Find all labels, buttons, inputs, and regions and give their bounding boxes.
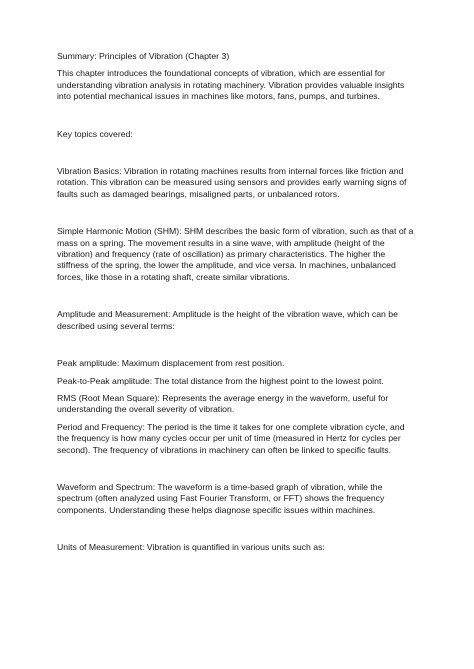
vibration-basics-paragraph: Vibration Basics: Vibration in rotating machines results from internal forces like friction and rotation. This vibration can be measured using sensors and provides early warning signs of faults such as damaged bearings, misaligned parts, or unbalanced rotors. (57, 166, 407, 199)
key-topics-heading: Key topics covered: (57, 128, 133, 139)
shm-paragraph: Simple Harmonic Motion (SHM): SHM describes the basic form of vibration, such as that of a mass on a spring. The movement results in a sine wave, with amplitude (height of the vibration) and frequency (rate of oscillation) as primary characteristics. The higher the stiffness of the spring, the lower the amplitude, and vice versa. In machines, unbalanced forces, like those in a rotating shaft, create similar vibrations. (57, 226, 414, 282)
rms-item: RMS (Root Mean Square): Represents the average energy in the waveform, useful for understanding the overall severity of vibration. (57, 392, 389, 415)
amplitude-paragraph: Amplitude and Measurement: Amplitude is the height of the vibration wave, which can be described using several terms: (57, 309, 398, 331)
intro-paragraph: This chapter introduces the foundational concepts of vibration, which are essential for understanding vibration analysis in rotating machinery. Vibration provides valuable insights into potential mechanical issues in machines like motors, fans, pumps, and turbines. (57, 68, 405, 102)
period-frequency-paragraph: Period and Frequency: The period is the time it takes for one complete vibration cycle, and the frequency is how many cycles occur per unit of time (measured in Hertz for cycles per second). The frequency of vibrations in machinery can often be linked to specific faults. (57, 421, 405, 455)
peak-to-peak-item: Peak-to-Peak amplitude: The total distance from the highest point to the lowest point. (57, 375, 384, 386)
document-body (57, 51, 419, 554)
document-title: Summary: Principles of Vibration (Chapter 3) (57, 51, 230, 61)
units-paragraph: Units of Measurement: Vibration is quantified in various units such as: (57, 542, 325, 553)
peak-amplitude-item: Peak amplitude: Maximum displacement from rest position. (57, 358, 285, 369)
waveform-spectrum-paragraph: Waveform and Spectrum: The waveform is a time-based graph of vibration, while the spectrum (often analyzed using Fast Fourier Transform, or FFT) shows the frequency components. Understanding these helps diagnose specific issues within machines. (57, 481, 385, 515)
